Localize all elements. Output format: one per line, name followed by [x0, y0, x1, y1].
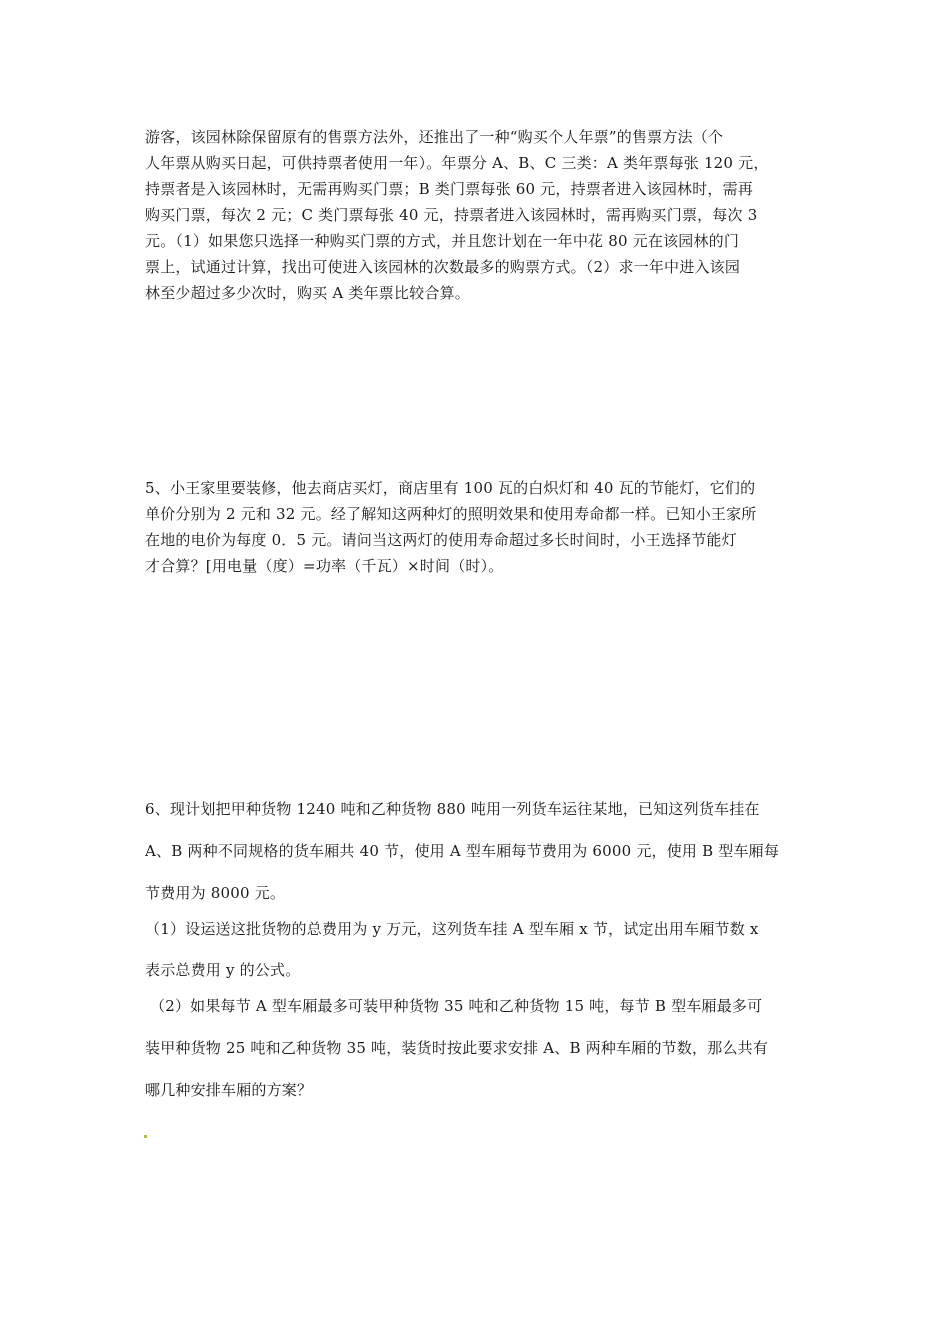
problem-4-line: 林至少超过多少次时，购买 A 类年票比较合算。: [145, 284, 470, 302]
problem-5-line: 单价分别为 2 元和 32 元。经了解知这两种灯的照明效果和使用寿命都一样。已知小王家所: [145, 505, 757, 523]
problem-5-line: 在地的电价为每度 0．5 元。请问当这两灯的使用寿命超过多长时间时，小王选择节能灯: [145, 531, 737, 549]
stray-mark: [144, 1135, 147, 1138]
problem-6-line: 6、现计划把甲种货物 1240 吨和乙种货物 880 吨用一列货车运往某地，已知这列货车挂在: [145, 800, 760, 818]
problem-6-line: A、B 两种不同规格的货车厢共 40 节，使用 A 型车厢每节费用为 6000 元，使用 B 型车厢每: [145, 842, 780, 860]
problem-6-line: 装甲种货物 25 吨和乙种货物 35 吨，装货时按此要求安排 A、B 两种车厢的节数，那么共有: [145, 1039, 769, 1057]
problem-4-line: 票上，试通过计算，找出可使进入该园林的次数最多的购票方式。（2）求一年中进入该园: [145, 258, 741, 276]
problem-4-line: 元。（1）如果您只选择一种购买门票的方式，并且您计划在一年中花 80 元在该园林的门: [145, 232, 740, 250]
problem-4-line: 游客，该园林除保留原有的售票方法外，还推出了一种“购买个人年票”的售票方法（个: [145, 128, 724, 146]
problem-5-line: 5、小王家里要装修，他去商店买灯，商店里有 100 瓦的白炽灯和 40 瓦的节能灯，它们的: [145, 479, 756, 497]
problem-5-line: 才合算？[用电量（度）=功率（千瓦）×时间（时）。: [145, 557, 504, 575]
problem-6-line: 哪几种安排车厢的方案？: [145, 1081, 313, 1099]
problem-4-line: 持票者是入该园林时，无需再购买门票；B 类门票每张 60 元，持票者进入该园林时，需再: [145, 180, 754, 198]
problem-4-line: 人年票从购买日起，可供持票者使用一年）。年票分 A、B、C 三类：A 类年票每张 120 元，: [145, 154, 769, 172]
problem-4-line: 购买门票，每次 2 元；C 类门票每张 40 元，持票者进入该园林时，需再购买门票，每次 3: [145, 206, 758, 224]
problem-6-line: （2）如果每节 A 型车厢最多可装甲种货物 35 吨和乙种货物 15 吨，每节 B 型车厢最多可: [150, 997, 763, 1015]
problem-6-line: 表示总费用 y 的公式。: [145, 961, 301, 979]
problem-6-line: 节费用为 8000 元。: [145, 884, 286, 902]
problem-6-line: （1）设运送这批货物的总费用为 y 万元，这列货车挂 A 型车厢 x 节，试定出用车厢节数 x: [145, 920, 759, 938]
